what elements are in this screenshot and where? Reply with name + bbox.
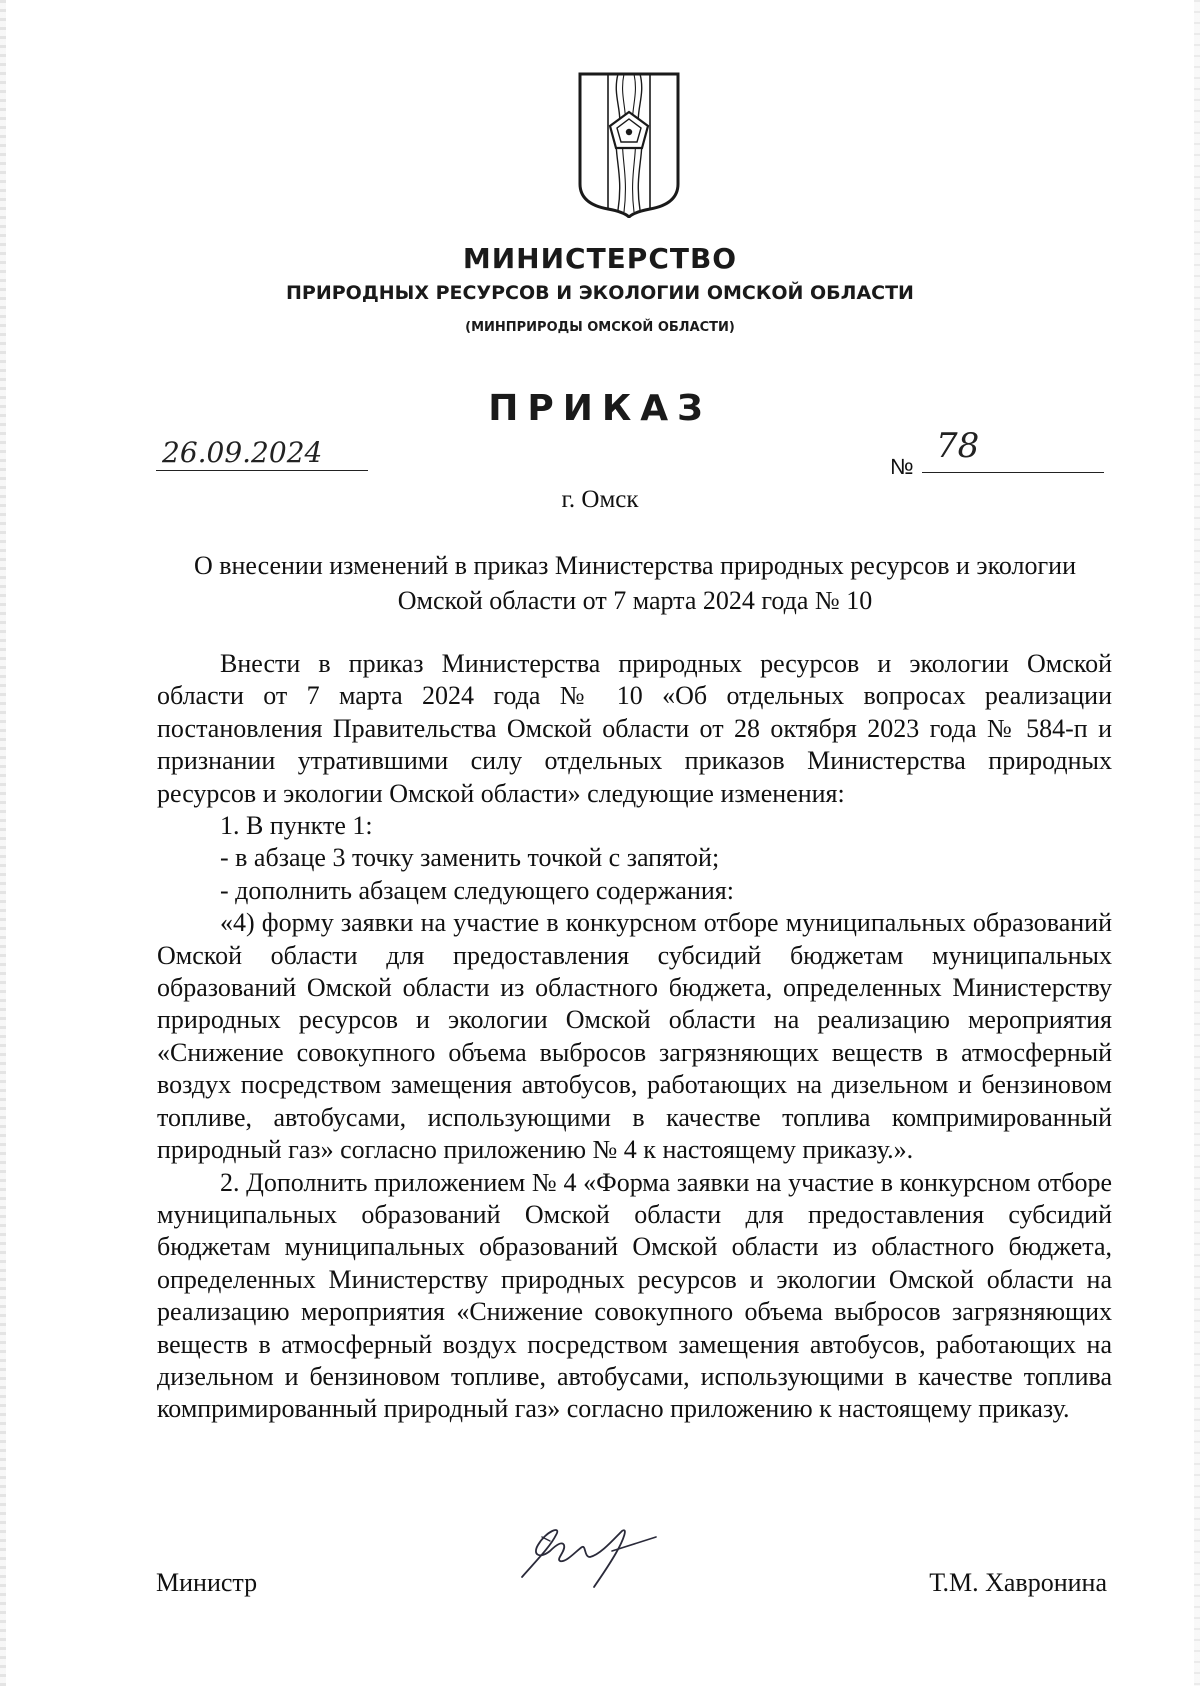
signature-icon bbox=[516, 1525, 696, 1595]
order-city: г. Омск bbox=[561, 486, 639, 513]
body-paragraph: - дополнить абзацем следующего содержания: bbox=[220, 875, 734, 905]
signer-role: Министр bbox=[156, 1568, 258, 1597]
order-number-underline bbox=[922, 472, 1104, 473]
order-title: ПРИКАЗ bbox=[488, 388, 712, 429]
body-paragraph: - в абзаце 3 точку заменить точкой с запятой; bbox=[220, 843, 720, 873]
signer-name: Т.М. Хавронина bbox=[929, 1568, 1107, 1597]
order-number-label: № bbox=[890, 454, 914, 479]
coat-of-arms-icon bbox=[578, 72, 680, 218]
body-paragraph: 2. Дополнить приложением № 4 «Форма заявки на участие в конкурсном отборе муниципальных образований Омской области для предоставления субсидий бюджетам муниципальных образований Омской области из областного бюджета, определенных Министерству природных ресурсов и экологии Омской области на реализацию мероприятия «Снижение совокупного объема выбросов загрязняющих веществ в атмосферный воздух посредством замещения автобусов, работающих на дизельном и бензиновом топливе, автобусами, использующими в качестве топлива компримированный природный газ» согласно приложению к настоящему приказу. bbox=[157, 1167, 1112, 1424]
body-paragraph: 1. В пункте 1: bbox=[220, 811, 373, 841]
body-paragraph: «4) форму заявки на участие в конкурсном отборе муниципальных образований Омской области для предоставления субсидий бюджетам муниципальных образований Омской области из областного бюджета, определенных Министерству природных ресурсов и экологии Омской области на реализацию мероприятия «Снижение совокупного объема выбросов загрязняющих веществ в атмосферный воздух посредством замещения автобусов, работающих на дизельном и бензиновом топливе, автобусами, использующими в качестве топлива компримированный природный газ» согласно приложению № 4 к настоящему приказу.». bbox=[157, 908, 1112, 1165]
order-date: 26.09.2024 bbox=[156, 436, 368, 471]
ministry-subtitle: ПРИРОДНЫХ РЕСУРСОВ И ЭКОЛОГИИ ОМСКОЙ ОБЛАСТИ bbox=[286, 282, 914, 304]
ministry-short-name: (МИНПРИРОДЫ ОМСКОЙ ОБЛАСТИ) bbox=[465, 320, 735, 335]
ministry-title: МИНИСТЕРСТВО bbox=[462, 242, 738, 275]
body-paragraph: Внести в приказ Министерства природных ресурсов и экологии Омской области от 7 марта 2024 года № 10 «Об отдельных вопросах реализации постановления Правительства Омской области от 28 октября 2023 года № 584-п и признании утратившими силу отдельных приказов Министерства природных ресурсов и экологии Омской области» следующие изменения: bbox=[157, 649, 1112, 808]
order-body bbox=[157, 648, 1112, 1426]
order-number: 78 bbox=[936, 426, 980, 466]
order-subject: О внесении изменений в приказ Министерства природных ресурсов и экологии Омской области от 7 марта 2024 года № 10 bbox=[193, 551, 1077, 615]
